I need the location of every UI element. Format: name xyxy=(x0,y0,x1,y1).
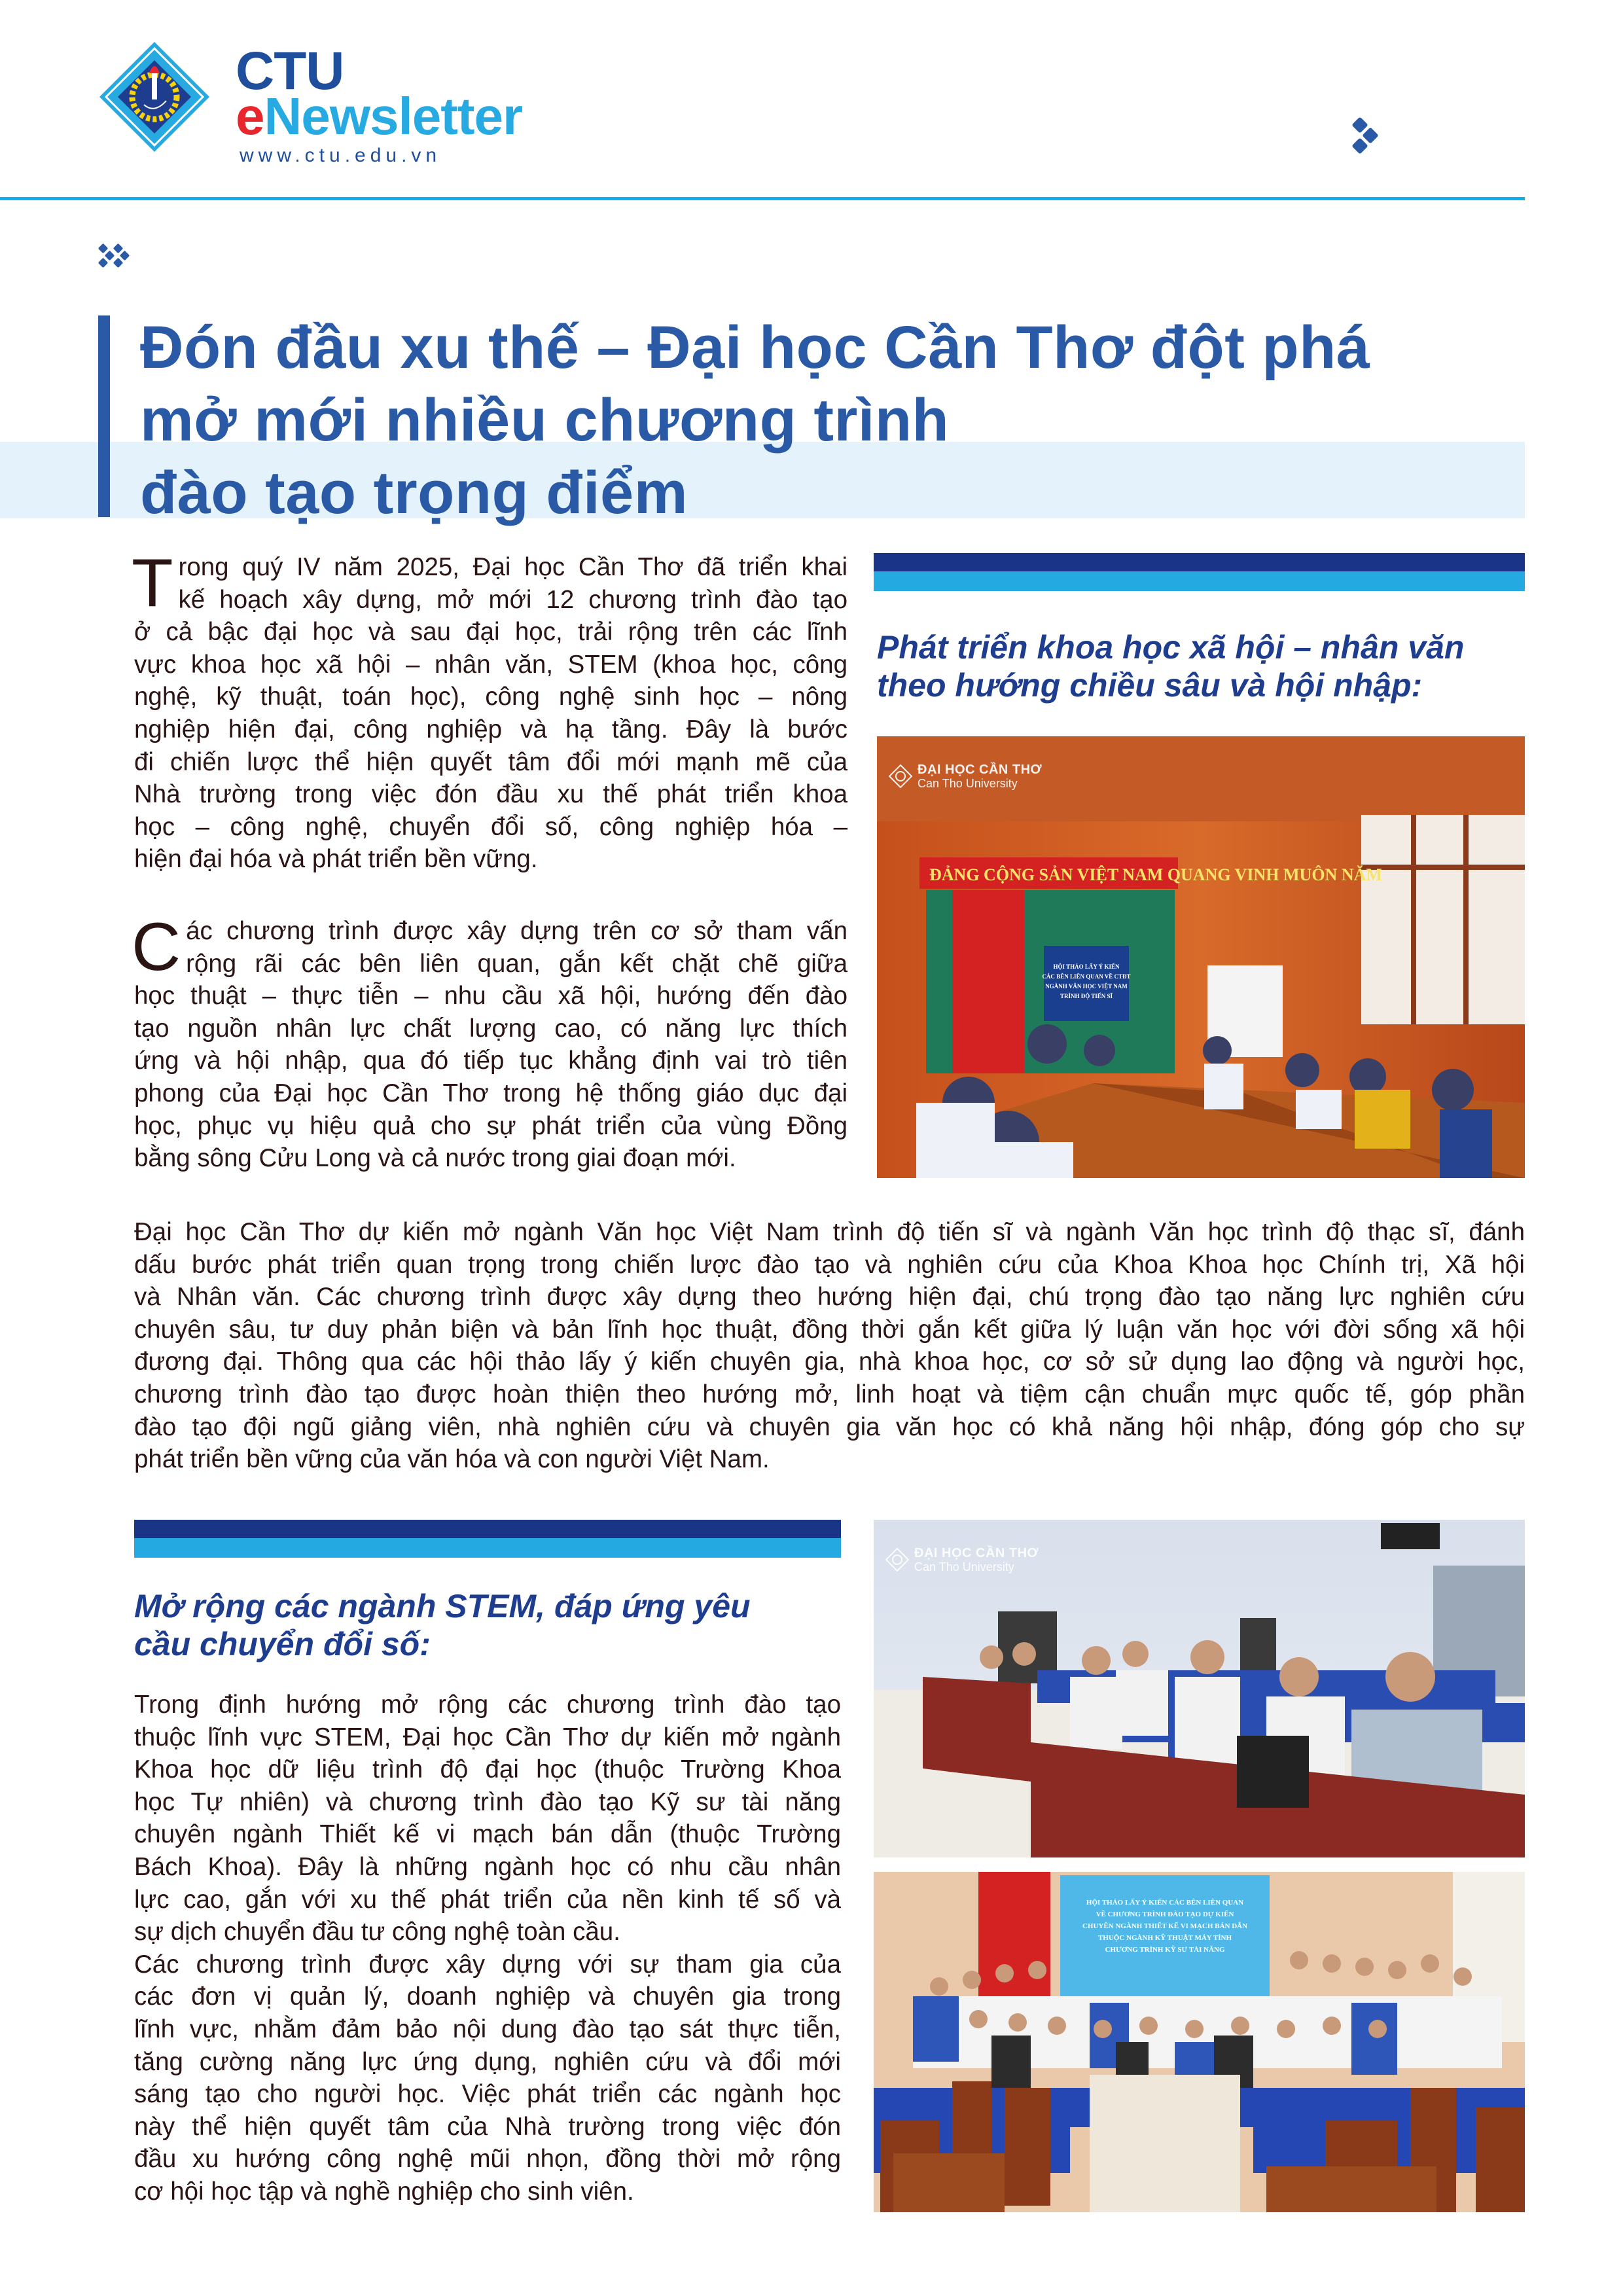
text-line: Khoa học dữ liệu trình độ đại học (thuộc Trường Khoa xyxy=(134,1755,841,1784)
text-line: hiện đại hóa và phát triển bền vững. xyxy=(134,845,538,874)
brand-subtitle-e: e xyxy=(236,87,264,145)
text-line: bằng sông Cửu Long và cả nước trong giai đoạn mới. xyxy=(134,1144,736,1173)
section-heading-humanities xyxy=(877,628,1531,704)
stripe-light xyxy=(874,571,1525,591)
text-line: ở cả bậc đại học và sau đại học, trải rộng trên các lĩnh xyxy=(134,618,847,647)
photo-screen-line: TRÌNH ĐỘ TIẾN SĨ xyxy=(1060,993,1113,999)
photo-screen-line: HỘI THẢO LẤY Ý KIẾN CÁC BÊN LIÊN QUAN xyxy=(1086,1899,1244,1907)
website-url[interactable]: www.ctu.edu.vn xyxy=(240,145,442,166)
photo-meeting-room-image xyxy=(877,736,1525,1178)
header-divider xyxy=(0,197,1525,200)
watermark-line: Can Tho University xyxy=(914,1560,1014,1573)
photo-watermark xyxy=(889,762,1042,790)
watermark-line: ĐẠI HỌC CẦN THƠ xyxy=(918,762,1043,777)
text-line: rộng rãi các bên liên quan, gắn kết chặt chẽ giữa xyxy=(186,949,847,978)
text-line: Bách Khoa). Đây là những ngành học có nhu cầu nhân xyxy=(134,1852,841,1881)
text-line: ứng và hội nhập, qua đó tiếp tục khẳng định vai trò tiên xyxy=(134,1047,847,1075)
heading-line: theo hướng chiều sâu và hội nhập: xyxy=(877,667,1423,704)
title-line: đào tạo trọng điểm xyxy=(140,459,688,526)
triple-diamond-chevron-icon xyxy=(1349,115,1385,157)
ctu-watermark-logo-icon xyxy=(885,1548,909,1571)
drop-cap: C xyxy=(132,909,181,985)
photo-screen-line: CHƯƠNG TRÌNH KỸ SƯ TÀI NĂNG xyxy=(1105,1946,1225,1954)
text-line: tăng cường năng lực ứng dụng, nghiên cứu và đổi mới xyxy=(134,2047,841,2076)
text-line: nghiệp hiện đại, công nghiệp và hạ tầng. Đây là bước xyxy=(134,715,847,744)
photo-watermark xyxy=(885,1546,1039,1573)
brand-title: CTU xyxy=(236,41,344,101)
text-line: học Tự nhiên) và chương trình đào tạo Kỹ sư tài năng xyxy=(134,1787,841,1816)
text-line: sáng tạo cho người học. Việc phát triển các ngành học xyxy=(134,2080,841,2109)
ctu-logo-emblem-icon xyxy=(98,41,211,153)
text-line: tạo nguồn nhân lực chất lượng cao, có năng lực thích xyxy=(134,1014,847,1043)
text-line: và Nhân văn. Các chương trình được xây dựng theo hướng hiện đại, chú trọng đào tạo năng lực nghiên cứu xyxy=(134,1283,1525,1312)
heading-line: Mở rộng các ngành STEM, đáp ứng yêu xyxy=(134,1588,751,1624)
text-line: sự dịch chuyển đầu tư công nghệ toàn cầu. xyxy=(134,1918,620,1946)
text-line: phong của Đại học Cần Thơ trong hệ thống giáo dục đại xyxy=(134,1079,847,1107)
stripe-dark xyxy=(134,1520,841,1538)
ctu-logo xyxy=(98,41,211,153)
text-line: Trong định hướng mở rộng các chương trình đào tạo xyxy=(134,1691,841,1719)
title-accent-bar xyxy=(98,315,110,517)
text-line: ác chương trình được xây dựng trên cơ sở tham vấn xyxy=(186,917,847,945)
section-stripe xyxy=(874,553,1525,591)
text-line: chương trình đào tạo được hoàn thiện theo hướng mở, linh hoạt và tiệm cận chuẩn mực quốc tế, góp phần xyxy=(134,1380,1525,1408)
text-line: học – công nghệ, chuyển đổi số, công nghiệp hóa – xyxy=(134,812,847,841)
photo-workshop-literature xyxy=(877,736,1525,1178)
brand-subtitle xyxy=(236,87,523,145)
photo-banner-text: ĐẢNG CỘNG SẢN VIỆT NAM QUANG VINH MUÔN NĂM xyxy=(929,865,1382,884)
text-line: vực khoa học xã hội – nhân văn, STEM (khoa học, công xyxy=(134,650,847,679)
photo-screen-line: HỘI THẢO LẤY Ý KIẾN xyxy=(1053,963,1120,970)
heading-line: cầu chuyển đổi số: xyxy=(134,1626,431,1662)
heading-line: Phát triển khoa học xã hội – nhân văn xyxy=(877,629,1465,666)
photo-screen-line: CÁC BÊN LIÊN QUAN VỀ CTĐT xyxy=(1042,973,1131,980)
photo-screen-line: NGÀNH VĂN HỌC VIỆT NAM xyxy=(1045,983,1128,990)
text-line: này thể hiện quyết tâm của Nhà trường trong việc đón xyxy=(134,2112,841,2141)
text-line: Nhà trường trong việc đón đầu xu thế phát triển khoa xyxy=(134,780,847,809)
text-line: dấu bước phát triển quan trọng trong chiến lược đào tạo và nghiên cứu của Khoa Khoa học Chính trị, Xã hội xyxy=(134,1250,1525,1279)
literature-programs-paragraph xyxy=(134,1216,1525,1476)
text-line: nghệ, kỹ thuật, toán học), công nghệ sinh học – nông xyxy=(134,683,847,711)
brand-subtitle-rest: Newsletter xyxy=(264,87,523,145)
second-paragraph xyxy=(132,909,847,1175)
text-line: đầu xu hướng công nghệ mũi nhọn, đồng thời mở rộng xyxy=(134,2145,841,2174)
title-line: mở mới nhiều chương trình xyxy=(140,387,950,454)
double-diamond-chevron-icon xyxy=(97,243,136,271)
text-line: Đại học Cần Thơ dự kiến mở ngành Văn học Việt Nam trình độ tiến sĩ và ngành Văn học trình độ thạc sĩ, đánh xyxy=(134,1218,1525,1246)
text-line: lực cao, gắn với xu thế phát triển của nền kinh tế số và xyxy=(134,1885,841,1914)
text-line: Các chương trình được xây dựng với sự tham gia của xyxy=(134,1950,841,1979)
photo-screen-line: THUỘC NGÀNH KỸ THUẬT MÁY TÍNH xyxy=(1097,1934,1232,1942)
title-line: Đón đầu xu thế – Đại học Cần Thơ đột phá xyxy=(140,314,1370,381)
text-line: chuyên ngành Thiết kế vi mạch bán dẫn (thuộc Trường xyxy=(134,1820,841,1849)
drop-cap: T xyxy=(132,545,173,621)
text-line: học, phục vụ hiệu quả cho sự phát triển của vùng Đồng xyxy=(134,1111,847,1140)
text-line: đương đại. Thông qua các hội thảo lấy ý kiến chuyên gia, nhà khoa học, cơ sở sử dụng lao động và người học, xyxy=(134,1348,1525,1376)
watermark-line: ĐẠI HỌC CẦN THƠ xyxy=(914,1546,1039,1560)
section-stripe xyxy=(134,1520,841,1558)
text-line: phát triển bền vững của văn hóa và con người Việt Nam. xyxy=(134,1445,770,1474)
text-line: chuyên sâu, tư duy phản biện và bản lĩnh học thuật, đồng thời gắn kết giữa lý luận văn học với đời sống xã hội xyxy=(134,1315,1525,1344)
stripe-dark xyxy=(874,553,1525,571)
section-heading-stem xyxy=(134,1587,841,1663)
text-line: học thuật – thực tiễn – nhu cầu xã hội, hướng đến đào xyxy=(134,982,847,1011)
text-line: lĩnh vực, nhằm đảm bảo nội dung đào tạo sát thực tiễn, xyxy=(134,2015,841,2043)
photo-screen-line: CHUYÊN NGÀNH THIẾT KẾ VI MẠCH BÁN DẪN xyxy=(1082,1922,1248,1930)
stem-paragraph xyxy=(134,1689,841,2208)
text-line: rong quý IV năm 2025, Đại học Cần Thơ đã triển khai xyxy=(178,553,847,581)
text-line: thuộc lĩnh vực STEM, Đại học Cần Thơ dự kiến mở ngành xyxy=(134,1723,841,1751)
watermark-line: Can Tho University xyxy=(918,777,1018,790)
photo-group-workshop xyxy=(874,1872,1525,2212)
article-title xyxy=(140,312,1541,529)
photo-auditorium-audience xyxy=(874,1520,1525,1857)
photo-group-image xyxy=(874,1872,1525,2212)
photo-screen-line: VỀ CHƯƠNG TRÌNH ĐÀO TẠO DỰ KIẾN xyxy=(1096,1910,1234,1918)
stripe-light xyxy=(134,1538,841,1558)
ctu-watermark-logo-icon xyxy=(889,764,912,788)
text-line: kế hoạch xây dựng, mở mới 12 chương trình đào tạo xyxy=(178,585,847,614)
intro-paragraph xyxy=(132,545,847,876)
text-line: đào tạo đội ngũ giảng viên, nhà nghiên cứu và chuyên gia văn học có khả năng hội nhập, đóng góp cho sự xyxy=(134,1412,1525,1441)
text-line: đi chiến lược thể hiện quyết tâm đổi mới mạnh mẽ của xyxy=(134,747,847,776)
text-line: các đơn vị quản lý, doanh nghiệp và chuyên gia trong xyxy=(134,1982,841,2011)
text-line: cơ hội học tập và nghề nghiệp cho sinh viên. xyxy=(134,2177,634,2206)
